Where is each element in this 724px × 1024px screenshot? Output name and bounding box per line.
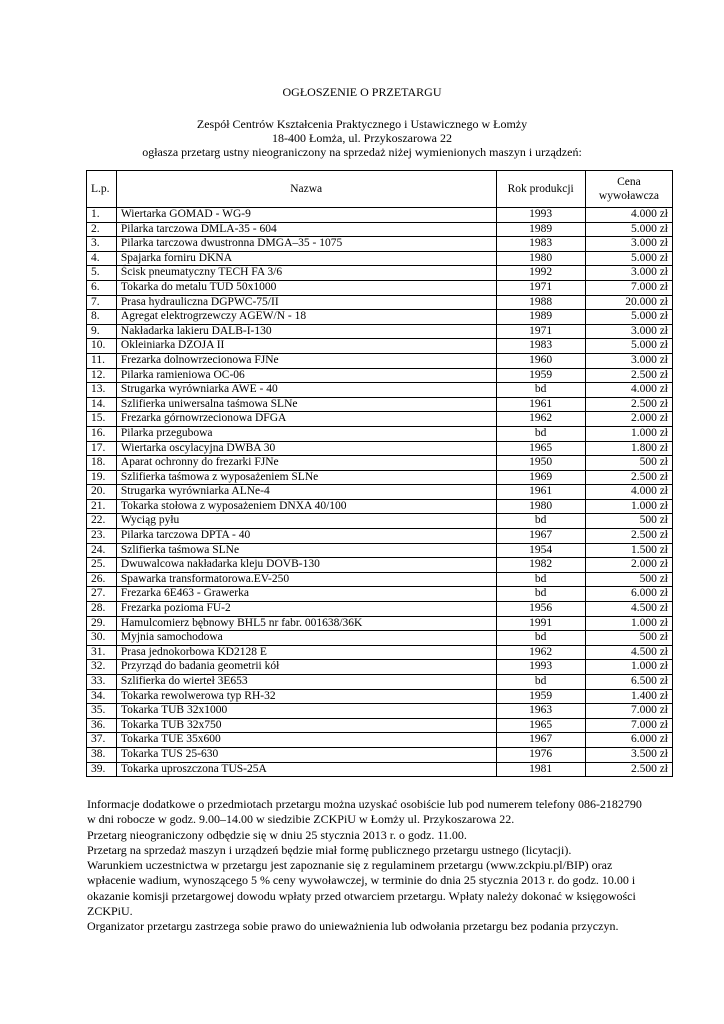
table-row bbox=[87, 310, 673, 325]
cell-name: Tokarka TUB 32x750 bbox=[116, 718, 496, 733]
cell-year: 1991 bbox=[496, 616, 585, 631]
table-row bbox=[87, 616, 673, 631]
cell-year: bd bbox=[496, 514, 585, 529]
table-row bbox=[87, 368, 673, 383]
table-row bbox=[87, 514, 673, 529]
cell-lp: 4. bbox=[87, 251, 117, 266]
cell-price: 3.000 zł bbox=[585, 237, 672, 252]
cell-lp: 21. bbox=[87, 499, 117, 514]
cell-lp: 6. bbox=[87, 280, 117, 295]
cell-name: Frezarka 6E463 - Grawerka bbox=[116, 587, 496, 602]
cell-name: Prasa jednokorbowa KD2128 E bbox=[116, 645, 496, 660]
cell-price: 2.500 zł bbox=[585, 762, 672, 777]
cell-name: Tokarka TUB 32x1000 bbox=[116, 704, 496, 719]
cell-year: 1980 bbox=[496, 499, 585, 514]
cell-name: Tokarka uproszczona TUS-25A bbox=[116, 762, 496, 777]
cell-price: 4.000 zł bbox=[585, 208, 672, 223]
table-row bbox=[87, 208, 673, 223]
info-paragraph: Przetarg nieograniczony odbędzie się w dniu 25 stycznia 2013 r. o godz. 11.00. bbox=[87, 827, 467, 842]
cell-lp: 10. bbox=[87, 339, 117, 354]
cell-lp: 7. bbox=[87, 295, 117, 310]
table-row bbox=[87, 353, 673, 368]
cell-lp: 3. bbox=[87, 237, 117, 252]
cell-name: Agregat elektrogrzewczy AGEW/N - 18 bbox=[116, 310, 496, 325]
cell-price: 500 zł bbox=[585, 572, 672, 587]
cell-year: 1982 bbox=[496, 558, 585, 573]
cell-price: 500 zł bbox=[585, 456, 672, 471]
table-row bbox=[87, 762, 673, 777]
column-header-name: Nazwa bbox=[116, 171, 496, 208]
column-header-price-line2: wywoławcza bbox=[598, 190, 659, 202]
table-row bbox=[87, 602, 673, 617]
cell-price: 2.500 zł bbox=[585, 529, 672, 544]
cell-lp: 5. bbox=[87, 266, 117, 281]
cell-price: 500 zł bbox=[585, 514, 672, 529]
cell-lp: 39. bbox=[87, 762, 117, 777]
cell-price: 2.500 zł bbox=[585, 368, 672, 383]
cell-price: 1.400 zł bbox=[585, 689, 672, 704]
table-row bbox=[87, 339, 673, 354]
cell-lp: 18. bbox=[87, 456, 117, 471]
cell-lp: 26. bbox=[87, 572, 117, 587]
cell-year: bd bbox=[496, 383, 585, 398]
info-paragraph: Przetarg na sprzedaż maszyn i urządzeń będzie miał formę publicznego przetargu ustnego (licytacji). bbox=[87, 842, 572, 857]
table-row bbox=[87, 324, 673, 339]
cell-lp: 34. bbox=[87, 689, 117, 704]
cell-year: 1965 bbox=[496, 718, 585, 733]
cell-price: 7.000 zł bbox=[585, 280, 672, 295]
cell-lp: 9. bbox=[87, 324, 117, 339]
additional-info bbox=[87, 797, 647, 935]
cell-year: 1988 bbox=[496, 295, 585, 310]
cell-lp: 24. bbox=[87, 543, 117, 558]
cell-year: 1969 bbox=[496, 470, 585, 485]
cell-price: 1.000 zł bbox=[585, 660, 672, 675]
table-row bbox=[87, 295, 673, 310]
cell-name: Szlifierka uniwersalna taśmowa SLNe bbox=[116, 397, 496, 412]
cell-year: 1960 bbox=[496, 353, 585, 368]
table-row bbox=[87, 412, 673, 427]
cell-price: 4.500 zł bbox=[585, 602, 672, 617]
cell-name: Frezarka pozioma FU-2 bbox=[116, 602, 496, 617]
table-row bbox=[87, 660, 673, 675]
cell-name: Pilarka tarczowa dwustronna DMGA–35 - 1075 bbox=[116, 237, 496, 252]
table-row bbox=[87, 704, 673, 719]
cell-lp: 22. bbox=[87, 514, 117, 529]
cell-year: bd bbox=[496, 631, 585, 646]
cell-price: 6.000 zł bbox=[585, 733, 672, 748]
cell-lp: 30. bbox=[87, 631, 117, 646]
cell-year: 1954 bbox=[496, 543, 585, 558]
cell-price: 1.500 zł bbox=[585, 543, 672, 558]
table-row bbox=[87, 499, 673, 514]
cell-lp: 35. bbox=[87, 704, 117, 719]
column-header-price-line1: Cena bbox=[617, 176, 641, 188]
table-row bbox=[87, 645, 673, 660]
cell-year: 1989 bbox=[496, 310, 585, 325]
cell-year: 1983 bbox=[496, 237, 585, 252]
table-row bbox=[87, 383, 673, 398]
cell-lp: 37. bbox=[87, 733, 117, 748]
cell-price: 2.500 zł bbox=[585, 470, 672, 485]
cell-year: 1962 bbox=[496, 412, 585, 427]
announcement-title: OGŁOSZENIE O PRZETARGU bbox=[282, 85, 442, 99]
cell-year: bd bbox=[496, 426, 585, 441]
table-row bbox=[87, 733, 673, 748]
cell-year: bd bbox=[496, 675, 585, 690]
cell-price: 3.500 zł bbox=[585, 747, 672, 762]
cell-year: 1971 bbox=[496, 324, 585, 339]
cell-lp: 8. bbox=[87, 310, 117, 325]
cell-lp: 38. bbox=[87, 747, 117, 762]
cell-name: Tokarka TUE 35x600 bbox=[116, 733, 496, 748]
table-row bbox=[87, 747, 673, 762]
cell-price: 3.000 zł bbox=[585, 266, 672, 281]
cell-name: Strugarka wyrówniarka ALNe-4 bbox=[116, 485, 496, 500]
cell-name: Przyrząd do badania geometrii kół bbox=[116, 660, 496, 675]
cell-lp: 36. bbox=[87, 718, 117, 733]
cell-price: 2.000 zł bbox=[585, 558, 672, 573]
cell-name: Spajarka forniru DKNA bbox=[116, 251, 496, 266]
table-row bbox=[87, 485, 673, 500]
cell-lp: 20. bbox=[87, 485, 117, 500]
cell-year: 1965 bbox=[496, 441, 585, 456]
info-paragraph: Organizator przetargu zastrzega sobie prawo do unieważnienia lub odwołania przetargu bez podania przyczyn. bbox=[87, 919, 619, 934]
column-header-year: Rok produkcji bbox=[496, 171, 585, 208]
cell-year: 1992 bbox=[496, 266, 585, 281]
cell-price: 2.000 zł bbox=[585, 412, 672, 427]
info-paragraph: Warunkiem uczestnictwa w przetargu jest zapoznanie się z regulaminem przetargu (www.zckpiu.pl/BIP) oraz wpłacenie wadium, wynoszącego 5 % ceny wywoławczej, w terminie do dnia 25 stycznia 2013 r. do godz. 10.00 i okazanie komisji przetargowej dowodu wpłaty przed otwarciem przetargu. Wpłaty należy dokonać w księgowości ZCKPiU. bbox=[87, 858, 636, 919]
table-row bbox=[87, 222, 673, 237]
cell-lp: 15. bbox=[87, 412, 117, 427]
cell-name: Dwuwalcowa nakładarka kleju DOVB-130 bbox=[116, 558, 496, 573]
cell-price: 4.000 zł bbox=[585, 485, 672, 500]
cell-lp: 31. bbox=[87, 645, 117, 660]
cell-price: 1.000 zł bbox=[585, 426, 672, 441]
cell-price: 20.000 zł bbox=[585, 295, 672, 310]
cell-price: 4.000 zł bbox=[585, 383, 672, 398]
cell-year: 1980 bbox=[496, 251, 585, 266]
cell-year: 1967 bbox=[496, 733, 585, 748]
cell-name: Wiertarka oscylacyjna DWBA 30 bbox=[116, 441, 496, 456]
cell-name: Hamulcomierz bębnowy BHL5 nr fabr. 001638/36K bbox=[116, 616, 496, 631]
cell-year: 1981 bbox=[496, 762, 585, 777]
cell-year: 1989 bbox=[496, 222, 585, 237]
cell-lp: 14. bbox=[87, 397, 117, 412]
table-row bbox=[87, 266, 673, 281]
table-row bbox=[87, 543, 673, 558]
cell-price: 2.500 zł bbox=[585, 397, 672, 412]
cell-price: 5.000 zł bbox=[585, 339, 672, 354]
table-row bbox=[87, 689, 673, 704]
cell-lp: 28. bbox=[87, 602, 117, 617]
cell-year: 1959 bbox=[496, 368, 585, 383]
cell-lp: 32. bbox=[87, 660, 117, 675]
cell-price: 3.000 zł bbox=[585, 353, 672, 368]
cell-price: 4.500 zł bbox=[585, 645, 672, 660]
cell-price: 5.000 zł bbox=[585, 251, 672, 266]
cell-year: 1976 bbox=[496, 747, 585, 762]
organizer-address: 18-400 Łomża, ul. Przykoszarowa 22 bbox=[272, 131, 452, 145]
cell-price: 1.800 zł bbox=[585, 441, 672, 456]
cell-year: 1963 bbox=[496, 704, 585, 719]
table-row bbox=[87, 718, 673, 733]
cell-year: 1961 bbox=[496, 397, 585, 412]
cell-name: Wiertarka GOMAD - WG-9 bbox=[116, 208, 496, 223]
cell-lp: 27. bbox=[87, 587, 117, 602]
cell-year: 1961 bbox=[496, 485, 585, 500]
cell-year: 1983 bbox=[496, 339, 585, 354]
cell-price: 1.000 zł bbox=[585, 616, 672, 631]
table-row bbox=[87, 456, 673, 471]
cell-lp: 13. bbox=[87, 383, 117, 398]
table-row bbox=[87, 280, 673, 295]
table-row bbox=[87, 426, 673, 441]
cell-name: Pilarka tarczowa DPTA - 40 bbox=[116, 529, 496, 544]
cell-name: Pilarka tarczowa DMLA-35 - 604 bbox=[116, 222, 496, 237]
cell-price: 7.000 zł bbox=[585, 704, 672, 719]
cell-name: Tokarka rewolwerowa typ RH-32 bbox=[116, 689, 496, 704]
cell-year: 1962 bbox=[496, 645, 585, 660]
table-row bbox=[87, 470, 673, 485]
cell-lp: 1. bbox=[87, 208, 117, 223]
table-row bbox=[87, 237, 673, 252]
cell-year: 1993 bbox=[496, 208, 585, 223]
cell-name: Wyciąg pyłu bbox=[116, 514, 496, 529]
cell-year: 1971 bbox=[496, 280, 585, 295]
cell-name: Spawarka transformatorowa.EV-250 bbox=[116, 572, 496, 587]
announcement-intro: ogłasza przetarg ustny nieograniczony na sprzedaż niżej wymienionych maszyn i urządzeń: bbox=[142, 145, 582, 159]
table-row bbox=[87, 441, 673, 456]
cell-price: 6.500 zł bbox=[585, 675, 672, 690]
cell-year: 1959 bbox=[496, 689, 585, 704]
table-row bbox=[87, 558, 673, 573]
cell-name: Strugarka wyrówniarka AWE - 40 bbox=[116, 383, 496, 398]
cell-name: Szlifierka taśmowa z wyposażeniem SLNe bbox=[116, 470, 496, 485]
cell-price: 3.000 zł bbox=[585, 324, 672, 339]
cell-price: 5.000 zł bbox=[585, 310, 672, 325]
cell-year: bd bbox=[496, 587, 585, 602]
cell-year: 1967 bbox=[496, 529, 585, 544]
cell-name: Pilarka przegubowa bbox=[116, 426, 496, 441]
cell-lp: 23. bbox=[87, 529, 117, 544]
cell-name: Frezarka górnowrzecionowa DFGA bbox=[116, 412, 496, 427]
cell-name: Aparat ochronny do frezarki FJNe bbox=[116, 456, 496, 471]
table-row bbox=[87, 572, 673, 587]
table-row bbox=[87, 251, 673, 266]
cell-name: Nakładarka lakieru DALB-I-130 bbox=[116, 324, 496, 339]
cell-lp: 29. bbox=[87, 616, 117, 631]
cell-name: Tokarka stołowa z wyposażeniem DNXA 40/100 bbox=[116, 499, 496, 514]
cell-lp: 25. bbox=[87, 558, 117, 573]
column-header-lp: L.p. bbox=[87, 171, 117, 208]
cell-name: Ścisk pneumatyczny TECH FA 3/6 bbox=[116, 266, 496, 281]
table-row bbox=[87, 529, 673, 544]
cell-price: 5.000 zł bbox=[585, 222, 672, 237]
organizer-name: Zespół Centrów Kształcenia Praktycznego i Ustawicznego w Łomży bbox=[196, 117, 528, 131]
organizer-block bbox=[0, 117, 724, 159]
table-row bbox=[87, 631, 673, 646]
table-row bbox=[87, 397, 673, 412]
cell-name: Okleiniarka DZOJA II bbox=[116, 339, 496, 354]
cell-lp: 12. bbox=[87, 368, 117, 383]
cell-name: Tokarka TUS 25-630 bbox=[116, 747, 496, 762]
info-paragraph: Informacje dodatkowe o przedmiotach przetargu można uzyskać osobiście lub pod numerem telefony 086-2182790 w dni robocze w godz. 9.00–14.00 w siedzibie ZCKPiU w Łomży ul. Przykoszarowa 22. bbox=[87, 797, 642, 827]
cell-price: 500 zł bbox=[585, 631, 672, 646]
cell-year: bd bbox=[496, 572, 585, 587]
cell-lp: 2. bbox=[87, 222, 117, 237]
table-header-row bbox=[87, 171, 673, 208]
cell-year: 1956 bbox=[496, 602, 585, 617]
cell-year: 1950 bbox=[496, 456, 585, 471]
cell-name: Szlifierka taśmowa SLNe bbox=[116, 543, 496, 558]
machines-table bbox=[86, 170, 673, 777]
cell-name: Myjnia samochodowa bbox=[116, 631, 496, 646]
cell-lp: 19. bbox=[87, 470, 117, 485]
cell-year: 1993 bbox=[496, 660, 585, 675]
cell-name: Pilarka ramieniowa OC-06 bbox=[116, 368, 496, 383]
cell-name: Frezarka dolnowrzecionowa FJNe bbox=[116, 353, 496, 368]
table-row bbox=[87, 675, 673, 690]
cell-price: 1.000 zł bbox=[585, 499, 672, 514]
cell-name: Prasa hydrauliczna DGPWC-75/II bbox=[116, 295, 496, 310]
cell-lp: 33. bbox=[87, 675, 117, 690]
table-row bbox=[87, 587, 673, 602]
cell-price: 7.000 zł bbox=[585, 718, 672, 733]
cell-lp: 11. bbox=[87, 353, 117, 368]
cell-lp: 17. bbox=[87, 441, 117, 456]
cell-name: Tokarka do metalu TUD 50x1000 bbox=[116, 280, 496, 295]
cell-name: Szlifierka do wierteł 3E653 bbox=[116, 675, 496, 690]
column-header-price bbox=[585, 171, 672, 208]
cell-lp: 16. bbox=[87, 426, 117, 441]
cell-price: 6.000 zł bbox=[585, 587, 672, 602]
